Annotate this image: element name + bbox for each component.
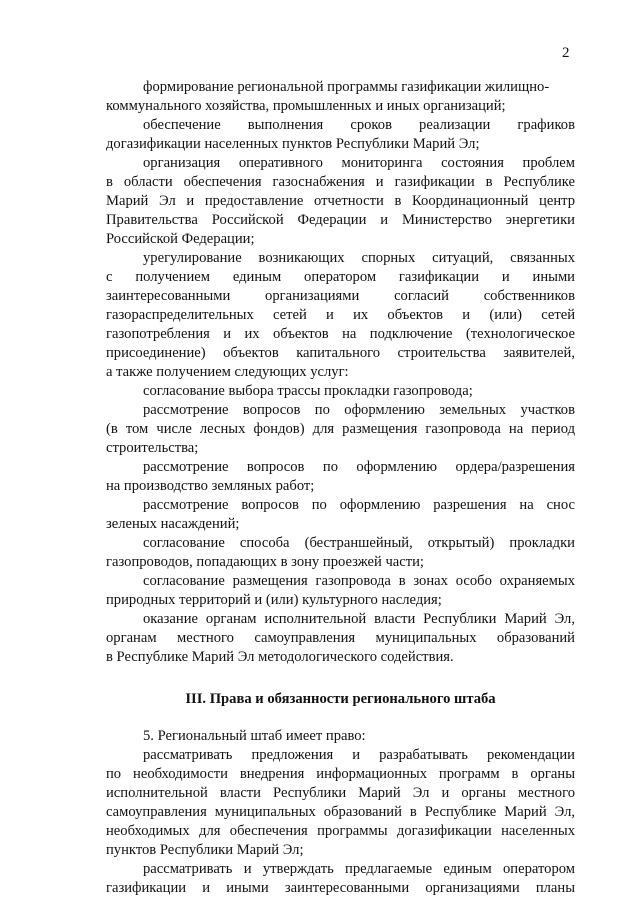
text-line: зеленых насаждений; — [106, 516, 240, 532]
page-number: 2 — [562, 45, 570, 61]
text-line: оказание органам исполнительной власти Республики Марий Эл, — [143, 611, 575, 627]
text-line: догазификации населенных пунктов Республики Марий Эл; — [106, 136, 480, 152]
text-line: 5. Региональный штаб имеет право: — [143, 728, 366, 744]
text-line: рассматривать предложения и разрабатывать рекомендации — [143, 747, 575, 763]
text-line: на производство земляных работ; — [106, 478, 315, 494]
text-line: необходимых для обеспечения программы догазификации населенных — [106, 823, 575, 839]
text-line: присоединение) объектов капитального строительства заявителей, — [106, 345, 575, 361]
text-line: органам местного самоуправления муниципальных образований — [106, 630, 575, 646]
text-line: исполнительной власти Республики Марий Эл и органы местного — [106, 785, 575, 801]
text-line: природных территорий и (или) культурного наследия; — [106, 592, 442, 608]
text-line: Правительства Российской Федерации и Министерство энергетики — [106, 212, 575, 228]
text-line: Марий Эл и предоставление отчетности в Координационный центр — [106, 193, 575, 209]
text-line: рассмотрение вопросов по оформлению разрешения на снос — [143, 497, 575, 513]
text-line: организация оперативного мониторинга состояния проблем — [143, 155, 575, 171]
text-line: газопроводов, попадающих в зону проезжей части; — [106, 554, 424, 570]
text-line: согласование способа (бестраншейный, открытый) прокладки — [143, 535, 575, 551]
text-line: а также получением следующих услуг: — [106, 364, 349, 380]
text-line: коммунального хозяйства, промышленных и иных организаций; — [106, 98, 506, 114]
text-line: (в том числе лесных фондов) для размещения газопровода на период — [106, 421, 575, 437]
text-line: газораспределительных сетей и их объектов и (или) сетей — [106, 307, 575, 323]
text-line: рассматривать и утверждать предлагаемые единым оператором — [143, 861, 575, 877]
text-line: заинтересованными организациями согласий собственников — [106, 288, 575, 304]
section-heading: III. Права и обязанности регионального штаба — [185, 691, 496, 707]
text-line: рассмотрение вопросов по оформлению земельных участков — [143, 402, 575, 418]
text-line: рассмотрение вопросов по оформлению ордера/разрешения — [143, 459, 575, 475]
text-line: газопотребления и их объектов на подключение (технологическое — [106, 326, 575, 342]
text-line: обеспечение выполнения сроков реализации графиков — [143, 117, 575, 133]
text-line: Российской Федерации; — [106, 231, 255, 247]
text-line: газификации и иными заинтересованными организациями планы — [106, 880, 575, 896]
text-line: урегулирование возникающих спорных ситуаций, связанных — [143, 250, 575, 266]
text-line: с получением единым оператором газификации и иными — [106, 269, 575, 285]
text-line: в Республике Марий Эл методологического содействия. — [106, 649, 454, 665]
text-line: в области обеспечения газоснабжения и газификации в Республике — [106, 174, 575, 190]
text-line: строительства; — [106, 440, 199, 456]
text-line: согласование размещения газопровода в зонах особо охраняемых — [143, 573, 575, 589]
text-line: по необходимости внедрения информационных программ в органы — [106, 766, 575, 782]
text-line: формирование региональной программы газификации жилищно- — [143, 79, 550, 95]
text-line: пунктов Республики Марий Эл; — [106, 842, 304, 858]
text-line: самоуправления муниципальных образований в Республике Марий Эл, — [106, 804, 575, 820]
text-line: согласование выбора трассы прокладки газопровода; — [143, 383, 473, 399]
